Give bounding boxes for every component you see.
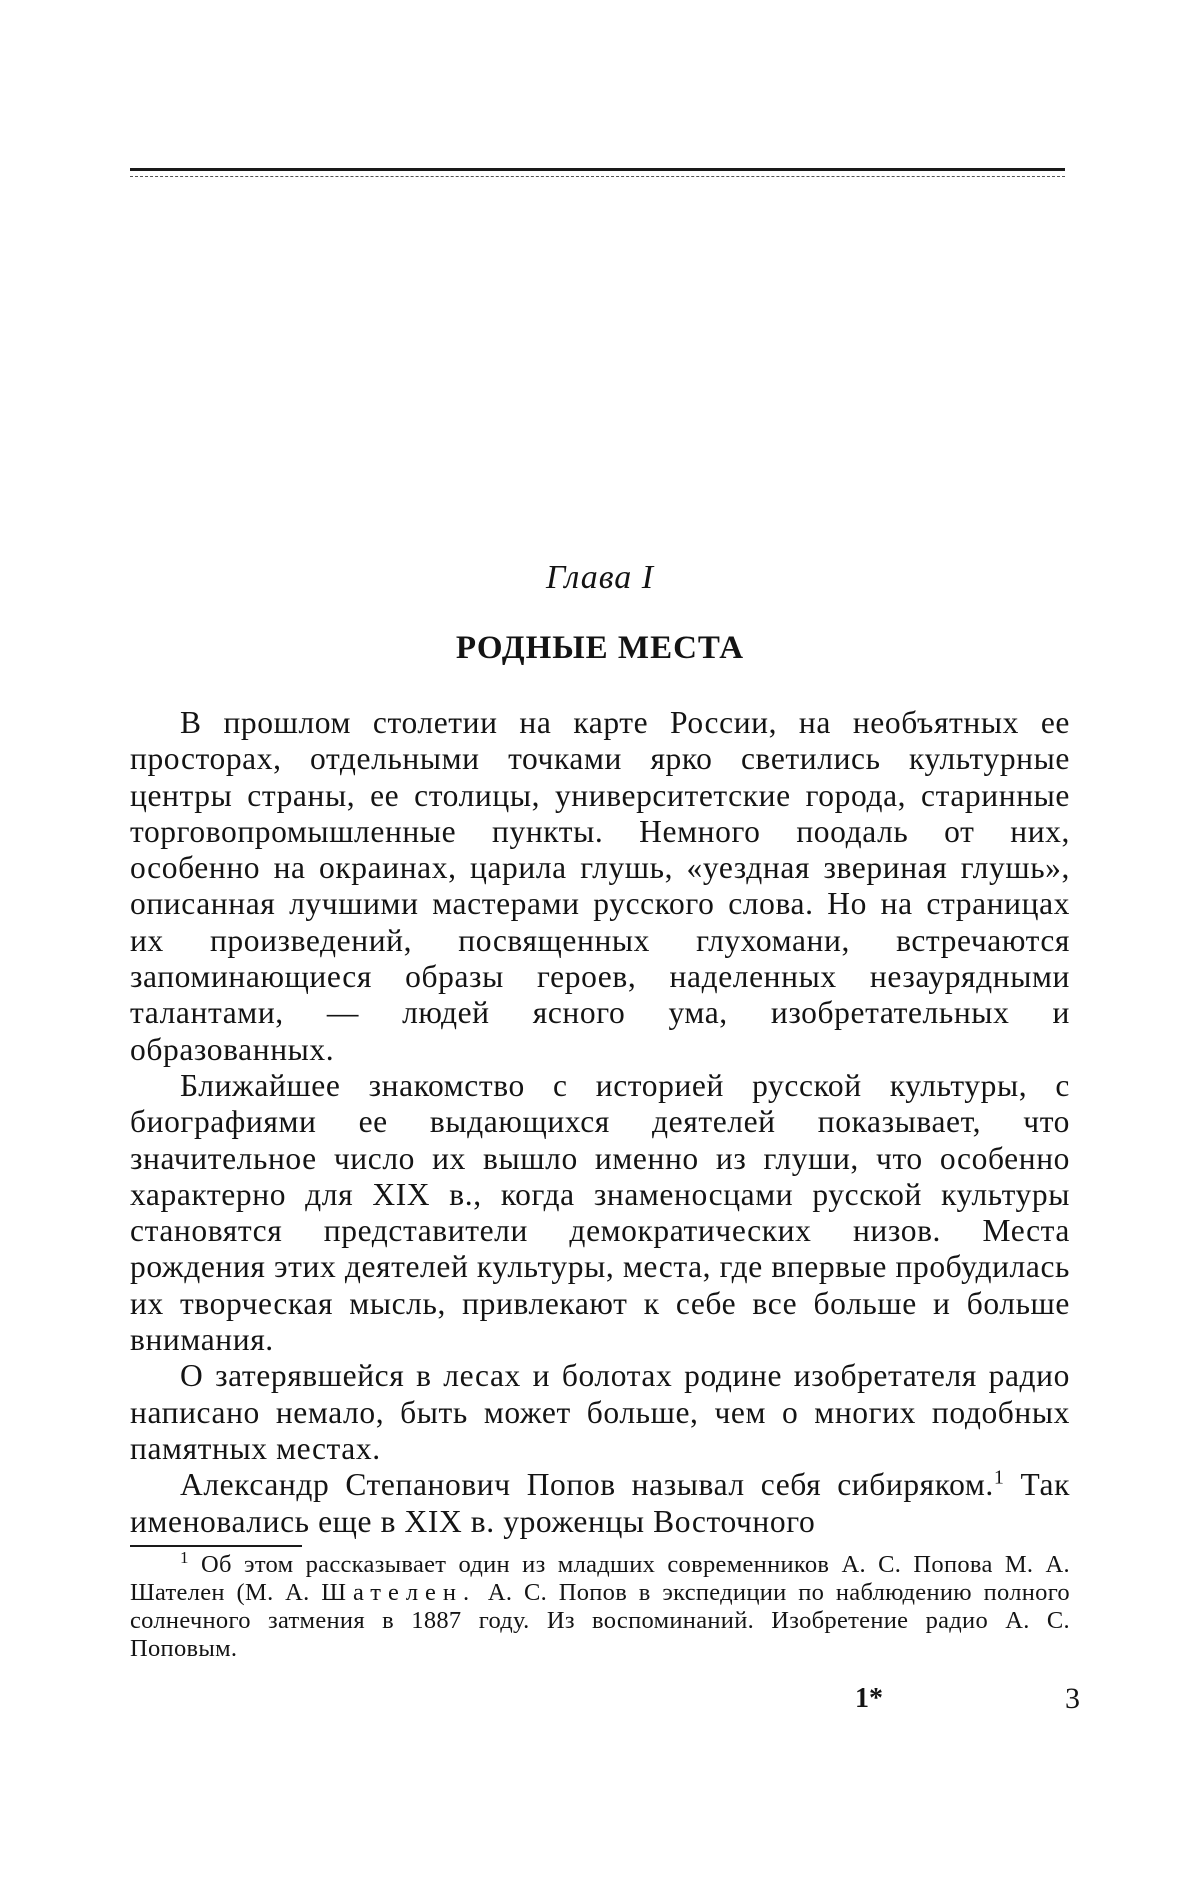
- footnote-rule: [130, 1545, 302, 1547]
- paragraph-3: О затерявшейся в лесах и болотах родине изобретателя радио написано немало, быть может больше, чем о многих подобных памятных местах.: [130, 1358, 1070, 1466]
- paragraph-4-text-start: Александр Степанович Попов называл себя сибиряком.: [180, 1467, 994, 1503]
- signature-mark: 1*: [855, 1683, 883, 1714]
- footnote-mark: 1: [180, 1547, 189, 1567]
- footnote: [130, 1547, 1070, 1663]
- footnote-reference[interactable]: 1: [993, 1466, 1005, 1489]
- chapter-title: РОДНЫЕ МЕСТА: [455, 630, 745, 666]
- chapter-label: Глава I: [545, 559, 655, 596]
- page-number: 3: [1065, 1682, 1080, 1715]
- paragraph-4-text-end: Так именовались еще в XIX в. уроженцы Восточного: [130, 1467, 1070, 1539]
- paragraph-1: В прошлом столетии на карте России, на необъятных ее просторах, отдельными точками ярко светились культурные центры страны, ее столицы, университетские города, старинные торговопромышленные пункты. Немного поодаль от них, особенно на окраинах, царила глушь, «уездная звериная глушь», описанная лучшими мастерами русского слова. Но на страницах их произведений, посвященных глухомани, встречаются запоминающиеся образы героев, наделенных незаурядными талантами, — людей ясного ума, изобретательных и образованных.: [130, 705, 1070, 1067]
- body-text: [130, 705, 1070, 1540]
- paragraph-4: [130, 1467, 1070, 1540]
- header-rule-secondary: [130, 176, 1065, 177]
- paragraph-2: Ближайшее знакомство с историей русской культуры, с биографиями ее выдающихся деятелей показывает, что значительное число их вышло именно из глуши, что особенно характерно для XIX в., когда знаменосцами русской культуры становятся представители демократических низов. Места рождения этих деятелей культуры, места, где впервые пробудилась их творческая мысль, привлекают к себе все больше и больше внимания.: [130, 1067, 1070, 1358]
- footnote-text-end: А. С. Попов в экспедиции по наблюдению полного солнечного затмения в 1887 году. Из воспоминаний. Изобретение радио А. С. Поповым.: [130, 1579, 1070, 1662]
- footnote-author-spaced: Шателен.: [321, 1579, 477, 1606]
- header-rule: [130, 168, 1065, 171]
- footnote-text-start: Об этом рассказывает один из младших современников А. С. Попова М. А. Шателен (М. А.: [130, 1551, 1070, 1606]
